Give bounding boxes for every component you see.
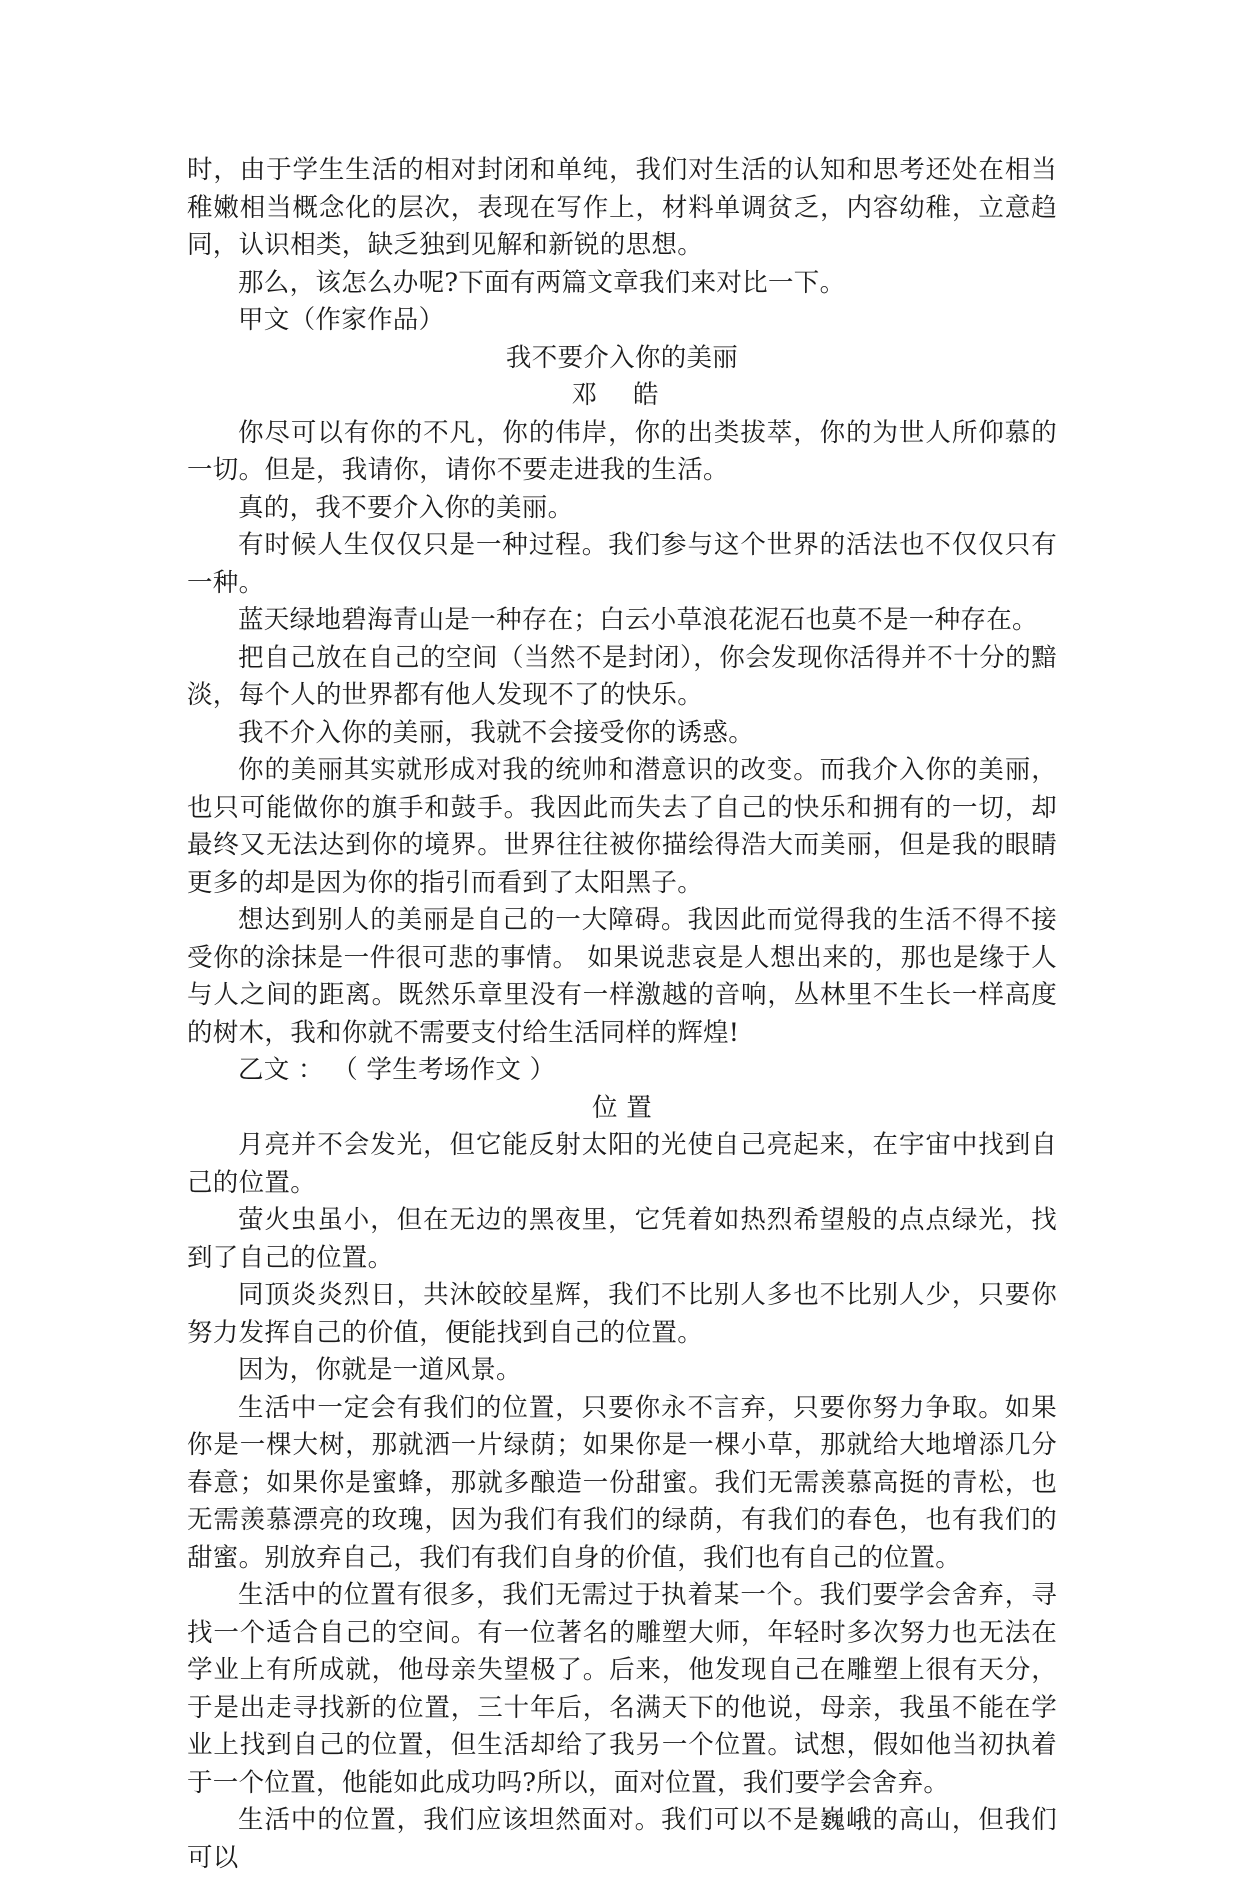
intro-paragraph: 时，由于学生生活的相对封闭和单纯，我们对生活的认知和思考还处在相当稚嫩相当概念化的层次，表现在写作上，材料单调贫乏，内容幼稚，立意趋同，认识相类，缺乏独到见解和新锐的思想。 bbox=[187, 155, 1057, 260]
essay-b-label: 乙文 ： （ 学生考场作文 ） bbox=[238, 1055, 556, 1085]
essay-a-paragraph: 想达到别人的美丽是自己的一大障碍。我因此而觉得我的生活不得不接受你的涂抹是一件很可悲的事情。 如果说悲哀是人想出来的，那也是缘于人与人之间的距离。既然乐章里没有一样激越的音响，丛林里不生长一样高度的树木，我和你就不需要支付给生活同样的辉煌! bbox=[187, 905, 1057, 1048]
essay-a-paragraph: 我不介入你的美丽，我就不会接受你的诱惑。 bbox=[238, 717, 755, 748]
essay-a-paragraph: 有时候人生仅仅只是一种过程。我们参与这个世界的活法也不仅仅只有一种。 bbox=[187, 530, 1057, 598]
essay-b-paragraph: 萤火虫虽小，但在无边的黑夜里，它凭着如热烈希望般的点点绿光，找到了自己的位置。 bbox=[187, 1205, 1057, 1273]
essay-a-paragraph: 蓝天绿地碧海青山是一种存在；白云小草浪花泥石也莫不是一种存在。 bbox=[238, 605, 1038, 635]
essay-a-title: 我不要介入你的美丽 bbox=[505, 342, 739, 373]
essay-a-paragraph: 真的，我不要介入你的美丽。 bbox=[238, 492, 574, 523]
essay-b-paragraph: 月亮并不会发光，但它能反射太阳的光使自己亮起来，在宇宙中找到自己的位置。 bbox=[187, 1130, 1057, 1198]
essay-b-paragraph: 同顶炎炎烈日，共沐皎皎星辉，我们不比别人多也不比别人少，只要你努力发挥自己的价值，便能找到自己的位置。 bbox=[187, 1280, 1057, 1348]
essay-b-paragraph: 生活中的位置有很多，我们无需过于执着某一个。我们要学会舍弃，寻找一个适合自己的空间。有一位著名的雕塑大师，年轻时多次努力也无法在学业上有所成就，他母亲失望极了。后来，他发现自己在雕塑上很有天分，于是出走寻找新的位置，三十年后，名满天下的他说，母亲，我虽不能在学业上找到自己的位置，但生活却给了我另一个位置。试想，假如他当初执着于一个位置，他能如此成功吗?所以，面对位置，我们要学会舍弃。 bbox=[187, 1580, 1057, 1798]
essay-a-paragraph: 你尽可以有你的不凡，你的伟岸，你的出类拔萃，你的为世人所仰慕的一切。但是，我请你，请你不要走进我的生活。 bbox=[187, 417, 1057, 485]
intro-question: 那么，该怎么办呢?下面有两篇文章我们来对比一下。 bbox=[238, 267, 846, 298]
essay-b-paragraph: 生活中一定会有我们的位置，只要你永不言弃，只要你努力争取。如果你是一棵大树，那就洒一片绿荫；如果你是一棵小草，那就给大地增添几分春意；如果你是蜜蜂，那就多酿造一份甜蜜。我们无需羡慕高挺的青松，也无需羡慕漂亮的玫瑰，因为我们有我们的绿荫，有我们的春色，也有我们的甜蜜。别放弃自己，我们有我们自身的价值，我们也有自己的位置。 bbox=[187, 1392, 1057, 1573]
essay-b-title: 位 置 bbox=[591, 1092, 652, 1123]
essay-a-label: 甲文（作家作品） bbox=[238, 305, 445, 335]
essay-a-paragraph: 你的美丽其实就形成对我的统帅和潜意识的改变。而我介入你的美丽，也只可能做你的旗手和鼓手。我因此而失去了自己的快乐和拥有的一切，却最终又无法达到你的境界。世界往往被你描绘得浩大而美丽，但是我的眼睛更多的却是因为你的指引而看到了太阳黑子。 bbox=[187, 755, 1057, 898]
essay-b-paragraph: 因为，你就是一道风景。 bbox=[238, 1355, 522, 1385]
essay-a-paragraph: 把自己放在自己的空间（当然不是封闭），你会发现你活得并不十分的黯淡，每个人的世界都有他人发现不了的快乐。 bbox=[187, 642, 1057, 710]
essay-a-author: 邓 皓 bbox=[571, 380, 673, 410]
document-body bbox=[187, 152, 1057, 1877]
essay-b-paragraph: 生活中的位置，我们应该坦然面对。我们可以不是巍峨的高山，但我们可以 bbox=[187, 1805, 1057, 1873]
